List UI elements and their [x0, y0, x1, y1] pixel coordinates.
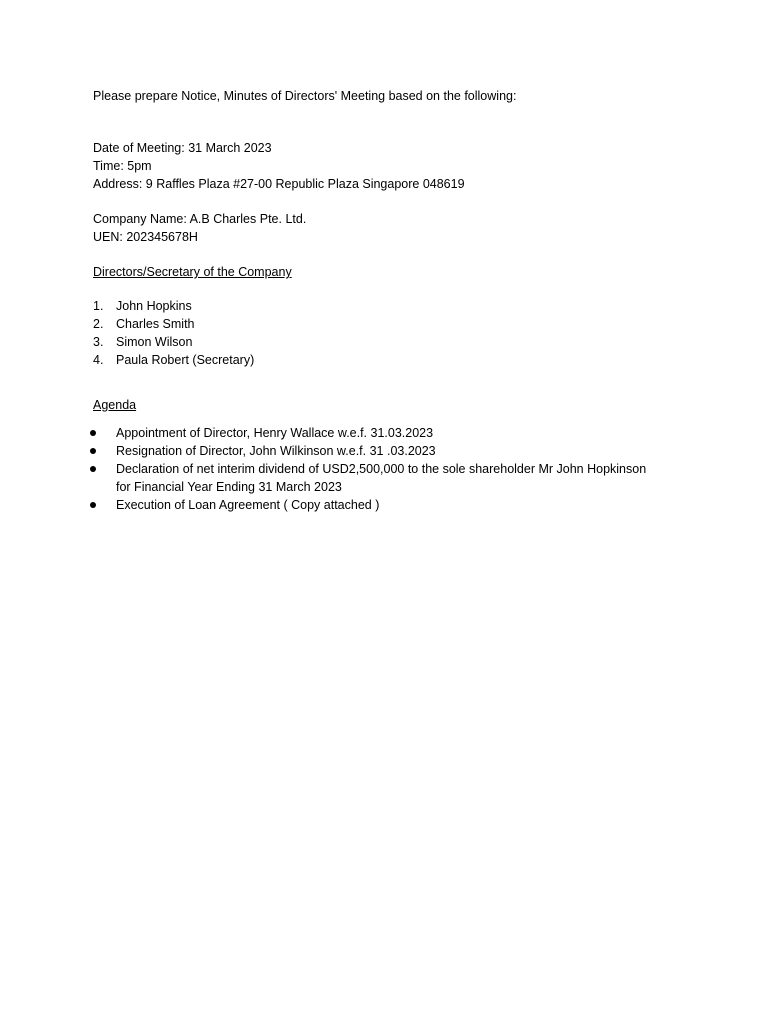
company-name: Company Name: A.B Charles Pte. Ltd. — [93, 212, 307, 226]
intro-text: Please prepare Notice, Minutes of Directors' Meeting based on the following: — [93, 89, 517, 103]
agenda-item: Appointment of Director, Henry Wallace w.e.f. 31.03.2023 — [116, 426, 434, 440]
director-name: Charles Smith — [116, 317, 195, 331]
bullet-icon — [90, 466, 96, 472]
bullet-icon — [90, 430, 96, 436]
director-name: Simon Wilson — [116, 335, 193, 349]
agenda-item: Resignation of Director, John Wilkinson w.e.f. 31 .03.2023 — [116, 444, 436, 458]
list-number: 1. — [93, 299, 104, 313]
bullet-icon — [90, 448, 96, 454]
agenda-item: Declaration of net interim dividend of USD2,500,000 to the sole shareholder Mr John Hopkinson — [116, 462, 647, 476]
agenda-item: Execution of Loan Agreement ( Copy attached ) — [116, 498, 380, 512]
meeting-date: Date of Meeting: 31 March 2023 — [93, 141, 272, 155]
list-number: 3. — [93, 335, 104, 349]
company-uen: UEN: 202345678H — [93, 230, 198, 244]
list-number: 4. — [93, 353, 104, 367]
bullet-icon — [90, 502, 96, 508]
agenda-heading: Agenda — [93, 398, 137, 412]
director-name: Paula Robert (Secretary) — [116, 353, 255, 367]
director-name: John Hopkins — [116, 299, 192, 313]
meeting-address: Address: 9 Raffles Plaza #27-00 Republic Plaza Singapore 048619 — [93, 177, 465, 191]
directors-heading: Directors/Secretary of the Company — [93, 265, 292, 279]
meeting-time: Time: 5pm — [93, 159, 152, 173]
list-number: 2. — [93, 317, 104, 331]
agenda-item-continuation: for Financial Year Ending 31 March 2023 — [116, 480, 342, 494]
